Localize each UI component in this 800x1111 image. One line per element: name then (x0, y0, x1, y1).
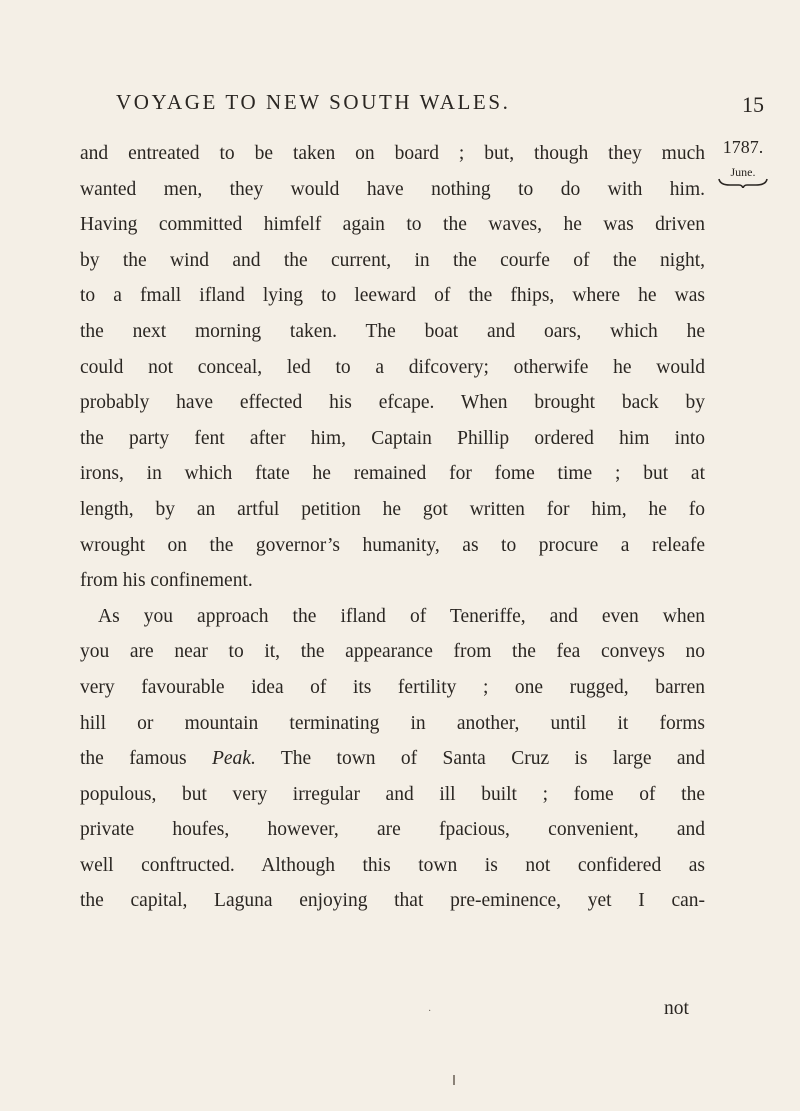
text-line: well conftructed. Although this town is not confidered as (80, 854, 705, 876)
signature-mark (453, 1075, 455, 1085)
text-line: the party fent after him, Captain Phillip ordered him into (80, 427, 705, 449)
text-line: by the wind and the current, in the courfe of the night, (80, 249, 705, 271)
text-line: and entreated to be taken on board ; but, though they much (80, 143, 705, 164)
margin-month: June. (730, 165, 756, 179)
text-segment: the famous (80, 748, 212, 770)
text-line: very favourable idea of its fertility ; one rugged, barren (80, 676, 705, 698)
catchword: not (664, 998, 689, 1019)
text-line: probably have effected his efcape. When brought back by (80, 392, 705, 414)
text-line: populous, but very irregular and ill built ; fome of the (80, 783, 705, 805)
text-line-with-italic (80, 741, 705, 777)
margin-year: 1787. (722, 137, 764, 157)
text-line: to a fmall ifland lying to leeward of the fhips, where he was (80, 285, 705, 307)
text-segment: The town of Santa Cruz is large and (255, 748, 705, 770)
text-line: wanted men, they would have nothing to do with him. (80, 178, 705, 200)
page-number: 15 (742, 92, 764, 117)
body-text (80, 136, 705, 919)
text-line: length, by an artful petition he got written for him, he fo (80, 498, 705, 520)
catchword-row (0, 998, 800, 1028)
text-line: hill or mountain terminating in another, until it forms (80, 712, 705, 734)
text-line: you are near to it, the appearance from the fea conveys no (80, 641, 705, 663)
italic-word: Peak. (211, 748, 256, 770)
margin-note (706, 136, 780, 188)
catch-mark: · (428, 1006, 432, 1017)
text-line: As you approach the ifland of Teneriffe, and even when (98, 605, 705, 627)
text-line: from his confinement. (80, 570, 253, 592)
text-line: the capital, Laguna enjoying that pre-eminence, yet I can- (80, 890, 705, 912)
text-line: wrought on the governor’s humanity, as to procure a releafe (80, 534, 705, 556)
running-head (116, 90, 764, 120)
text-line: irons, in which ftate he remained for fome time ; but at (80, 463, 705, 485)
text-line: the next morning taken. The boat and oars, which he (80, 320, 705, 342)
text-line: could not conceal, led to a difcovery; otherwife he would (80, 356, 705, 378)
text-line: private houfes, however, are fpacious, convenient, and (80, 819, 705, 841)
text-line: Having committed himfelf again to the waves, he was driven (80, 214, 705, 236)
running-title: VOYAGE TO NEW SOUTH WALES. (116, 90, 511, 114)
